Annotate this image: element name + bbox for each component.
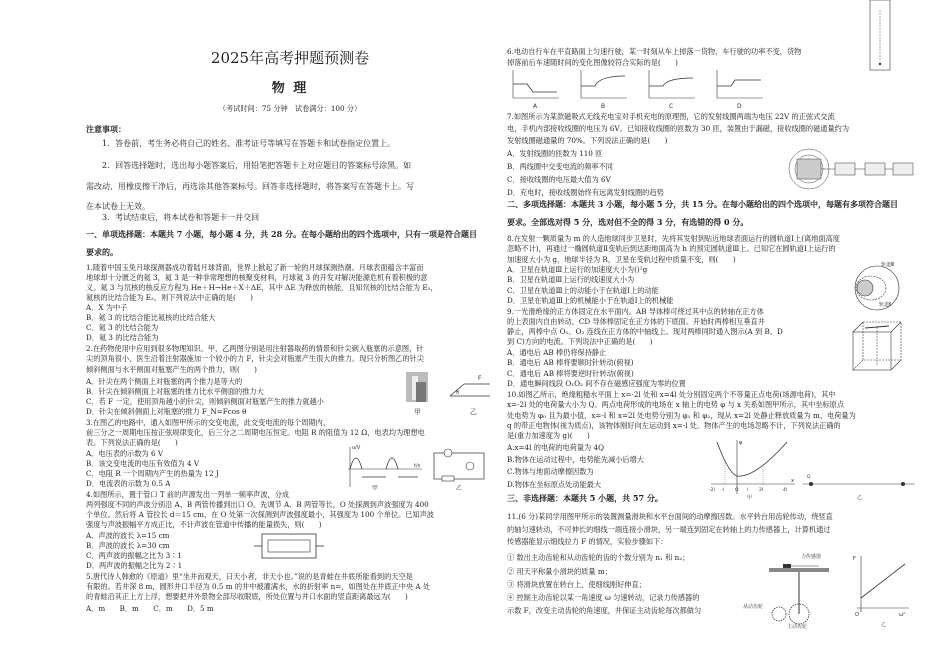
q3-line: 3.在图乙的电路中，通入如图甲所示的交变电流，此交变电流的每个周期内， <box>86 418 331 427</box>
section2-title: 要求。全部选对得 5 分，选对但不全的得 3 分，有选错的得 0 分。 <box>507 217 749 227</box>
q1-line: 1.随着中国玉兔月球探测器成功着陆月球背面，世界上掀起了新一轮的月球探测热潮。月球表面蕴含丰富而 <box>86 263 424 272</box>
q7-figure <box>785 143 917 197</box>
q9-line: 到 C)方向的电流。下列说法中正确的是( ) <box>507 337 653 346</box>
notice-heading: 注意事项： <box>86 124 126 134</box>
exam-info: （考试时间：75 分钟 试卷满分：100 分） <box>218 104 362 113</box>
q4-option-c: C．两声波的振幅之比为 3∶1 <box>86 551 182 560</box>
section1-title: 一、单项选择题：本题共 7 小题，每小题 4 分，共 28 分。在每小题给出的四个选项中，只有一项是符合题目 <box>86 229 477 239</box>
q7-option-a: A．发射线圈的匝数为 110 匝 <box>507 149 603 158</box>
q2-option-d: D．针尖在倾斜侧面上对瓶塞的推力 F_N=Fcos θ <box>86 407 247 416</box>
q9-line: 的上表面内自由转动，CD 导体棒固定在正方体的下底面。开始时两棒相互垂直并 <box>507 317 765 326</box>
q3-fig-label-yi: 乙 <box>456 485 463 492</box>
q1-option-c: C．氦 3 的比结合能为 <box>86 323 159 332</box>
q9-line: 静止，两棒中点 O₁、O₂ 连线在正方体的中轴线上。现对两棒同时通入图示(A 到 B、D <box>507 327 783 336</box>
q4-line: 强度与声波振幅平方成正比，不计声波在管道中传播的能量损失，则( ) <box>86 520 322 529</box>
q10-figure <box>707 438 917 500</box>
q7-option-c: C．接收线圈的电压最大值为 6V <box>507 175 611 184</box>
q10-option-c: C.物体与地面动摩擦因数为 <box>507 467 594 476</box>
q10-line: 是(重力加速度为 g)( ) <box>507 431 590 440</box>
q8-option-a: A．卫星在轨道Ⅲ上运行的加速度大小为()²g <box>507 265 648 274</box>
q11-figure <box>739 548 917 630</box>
q2-line: 倾斜侧面与水平侧面对瓶塞产生的两个推力，则( ) <box>86 365 257 374</box>
q11-fig-axis-w: ω² <box>899 612 906 618</box>
q11-fig-sensor: 力传感器 <box>801 554 822 560</box>
q7-line: 发射线圈磁通量的 70%。下列说法正确的是( ) <box>507 136 668 145</box>
section1-title: 要求的。 <box>86 247 118 257</box>
q8-line: 忽略不计)，再通过一椭圆轨道Ⅱ变轨后到达距地面高为 h 的预定圆轨道Ⅲ上。已知它在圆轨道Ⅰ上运行的 <box>507 244 836 253</box>
q11-fig-origin: O <box>855 612 859 618</box>
q7-line: 7.如图所示为某款磁吸式无线充电宝对手机充电的原理图，它的发射线圈两端为电压 22V 的正弦式交流 <box>507 112 835 121</box>
q9-option-d: D．通电瞬间线段 O₁O₂ 间不存在磁感应强度为零的位置 <box>507 379 686 388</box>
q4-option-b: B．声波的波长 λ=30 cm <box>86 541 170 550</box>
q1-line: 义。氦 3 与氘核的核反应方程为 He＋H→He＋X＋ΔE，其中 ΔE 为释放的核能，且知氘核的比结合能为 E₁， <box>86 283 438 292</box>
q11-step: ④ 控制主动齿轮以某一角速度 ω 匀速转动，记录力传感器的 <box>507 593 700 602</box>
q11-fig-label-yi: 乙 <box>881 622 887 628</box>
q2-fig-label-jia: 甲 <box>414 408 421 416</box>
q4-line: 4.如图所示，置于管口 T 前的声源发出一列单一频率声波，分成 <box>86 490 290 499</box>
subject-title: 物 理 <box>271 81 309 96</box>
q3-fig-axis-t: t/s <box>414 463 421 469</box>
q9-figure <box>847 318 907 378</box>
q9-line: 9.一光滑绝缘的正方体固定在水平面内。AB 导体棒可绕过其中点的转轴在正方体 <box>507 307 764 316</box>
q9-option-b: B．通电后 AB 棒将要顺时针转动(俯视) <box>507 358 634 367</box>
q8-line: 8.在发射一颗质量为 m 的人造地球同步卫星时，先将其发射到贴近地球表面运行的圆轨道Ⅰ上(离地面高度 <box>507 234 840 243</box>
q8-line: 加速度大小为 g，地球半径为 R，卫星在变轨过程中质量不变，则( ) <box>507 255 736 264</box>
q11-fig-driving-gear: 主动齿轮 <box>787 624 808 630</box>
q3-option-a: A．电压表的示数为 6 V <box>86 449 164 458</box>
q2-fig-label-yi: 乙 <box>470 408 477 416</box>
q10-fig-label-jia: 甲 <box>747 495 753 500</box>
q11-line: 传感器能显示细线拉力 F 的情况，实验步骤如下： <box>507 537 668 546</box>
q6-option-a-label: A <box>533 103 538 110</box>
q7-option-d: D．充电时，接收线圈始终有远离发射线圈的趋势 <box>507 188 664 197</box>
q2-figure <box>400 368 494 418</box>
q11-step: 示数 F，改变主动齿轮的角速度，并保证主动齿轮每次都做匀 <box>507 606 702 615</box>
q9-option-a: A．通电后 AB 棒仍将保持静止 <box>507 348 607 357</box>
q2-option-b: B．针尖在倾斜侧面上对瓶塞的推力比水平侧面的推力大 <box>86 387 264 396</box>
q10-fig-tick: O <box>735 488 739 493</box>
q10-option-b: B.物体在运动过程中，电势能先减小后增大 <box>507 455 644 464</box>
q11-step: ① 数出主动齿轮和从动齿轮的齿的个数分别为 n₁ 和 n₂； <box>507 553 690 562</box>
notice-line: 3．考试结束后，将本试卷和答题卡一并交回 <box>102 213 260 222</box>
q3-option-d: D．电流表的示数为 0.5 A <box>86 479 171 488</box>
q10-fig-tick: l <box>747 488 749 493</box>
notice-line: 2．回答选择题时，选出每小题答案后，用铅笔把答题卡上对应题目的答案标号涂黑。如 <box>102 161 412 170</box>
q1-option-a: A．X 为中子 <box>86 303 128 312</box>
q3-figure <box>342 443 494 493</box>
q5-line: 的青蛙沿其正上方上浮，想要把井外景物全部尽收眼底，所处位置与井口水面的竖直距离最远为( ) <box>86 592 408 601</box>
q10-fig-axis-x: x <box>791 478 794 484</box>
q2-option-c: C．若 F 一定，使用顶角越小的针尖，则倾斜侧面对瓶塞产生的推力就越小 <box>86 397 324 406</box>
q8-fig-orbit3: 轨道Ⅲ <box>881 262 895 268</box>
q10-option-a: A.x=4l 的电荷的电荷量为 4Q <box>507 443 604 452</box>
q10-fig-axis-phi: φ <box>739 440 743 446</box>
section3-title: 三、非选择题：本题共 5 小题，共 57 分。 <box>507 493 663 503</box>
q3-option-c: C．电阻 R 一个周期内产生的热量为 12 J <box>86 469 219 478</box>
q1-option-b: B．氦 3 的比结合能比氦核的比结合能大 <box>86 313 216 322</box>
q11-line: 11.(6 分)某同学用图甲所示的装置测量滑块和水平台面间的动摩擦因数。水平转台用齿轮传动，绕竖直 <box>507 512 833 521</box>
q5-line: 5.唐代诗人韩愈的《原道》里“坐井而观天，曰天小者，非天小也。”说的是青蛙在井底所能看到的天空是 <box>86 572 413 581</box>
q3-line: 表。下列说法正确的是( ) <box>86 438 178 447</box>
q10-fig-charge-q: Q <box>807 475 811 480</box>
q5-well-figure <box>866 0 896 80</box>
q2-fig-label-theta: θ <box>456 390 460 396</box>
q10-fig-tick: 4l <box>783 488 788 493</box>
section2-title: 二、多项选择题：本题共 3 小题，每小题 5 分，共 15 分。在每小题给出的四个选项中，每题有多项符合题目 <box>507 199 898 209</box>
q5-options: A．m B．m C．m D．5 m <box>86 604 214 613</box>
q4-figure <box>254 526 324 566</box>
q8-option-d: D．卫星在轨道Ⅲ上的机械能小于在轨道Ⅰ上的机械能 <box>507 296 674 305</box>
q6-option-c-label: C <box>669 103 674 110</box>
q10-option-d: D.物体在坐标原点处动能最大 <box>507 480 602 489</box>
q10-line: x=-2l 处的电荷量大小为 Q。两点电荷形成的电场在 x 轴上的电势 φ 与 x 关系如图甲所示，其中坐标原点 <box>507 400 845 409</box>
q5-line: 有限的。若井深 8 m，圆形井口半径为 0.5 m 的井中被灌满水，水的折射率 n=，如图处在井底正中央 A 处 <box>86 582 431 591</box>
q6-option-b-label: B <box>601 103 606 110</box>
q3-line: 前三分之一周期电压按正弦规律变化，后三分之二周期电压恒定。电阻 R 的阻值为 12 Ω，电表均为理想电 <box>86 428 425 437</box>
q8-fig-orbit2: 轨道Ⅱ <box>879 302 892 308</box>
q2-line: 尖的顶角很小，医生沿着注射器施加一个较小的力 F，针尖会对瓶塞产生很大的推力。现只分析图乙的针尖 <box>86 354 424 363</box>
exam-title: 2025年高考押题预测卷 <box>210 49 370 67</box>
q10-fig-tick: -l <box>721 488 724 493</box>
q11-fig-driven-gear: 从动齿轮 <box>743 604 764 610</box>
q8-option-c: C．卫星在轨道Ⅲ上的动能小于在轨道Ⅰ上的动能 <box>507 286 659 295</box>
q6-option-d-label: D <box>737 103 742 110</box>
q1-line: 地球却十分匮乏的氦 3，氦 3 是一种非常理想的核聚变材料，月球氦 3 的开发对解决能源危机有着积极的意 <box>86 273 428 282</box>
q3-option-b: B．该交变电流的电压有效值为 4 V <box>86 459 200 468</box>
q4-line: 两列强度不同的声波分别沿 A、B 两管传播到出口 O。先调节 A、B 两管等长，O 处探测到声波强度为 400 <box>86 500 429 509</box>
q8-figure <box>847 258 917 312</box>
q8-option-b: B．卫星在轨道Ⅲ上运行的线速度大小为 <box>507 275 635 284</box>
q4-line: 个单位。然后将 A 管拉长 d＝15 cm，在 O 处第一次探测到声波强度最小，其强度为 100 个单位。已知声波 <box>86 510 434 519</box>
q11-step: ② 用天平称量小滑块的质量 m； <box>507 567 612 576</box>
q4-option-a: A．声波的波长 λ=15 cm <box>86 531 170 540</box>
q2-line: 2.在药物使用中应用到很多物理知识。甲、乙两图分别是用注射器取药的情景和针尖刺入瓶塞的示意图，针 <box>86 344 424 353</box>
q10-line: 10.如图乙所示，绝缘粗糙水平面上 x=-2l 处和 x=4l 处分别固定两个不等量正点电荷(场源电荷)，其中 <box>507 390 836 399</box>
q6-line: 掉落前后车速随时间的变化图像较符合实际的是( ) <box>507 58 678 67</box>
q7-option-b: B．两线圈中交变电流的频率不同 <box>507 162 613 171</box>
q10-line: q 的带正电物体(视为质点)，该物体刚好向左运动到 x=-l 处。物体产生的电场忽略不计，下列说法正确的 <box>507 421 841 430</box>
q3-fig-axis-u: u/V <box>352 445 361 451</box>
q7-line: 电，手机内部接收线圈的电压为 6V。已知接收线圈的匝数为 30 匝，装置由于漏磁，接收线圈的磁通量约为 <box>507 124 850 133</box>
q2-fig-label-f: F <box>478 375 482 382</box>
q6-line: 6.电动自行车在平直路面上匀速行驶，某一时刻从车上掉落一货物，车行驶的功率不变，货物 <box>507 47 802 56</box>
q10-fig-tick: -2l <box>709 488 715 493</box>
q11-fig-axis-f: F <box>853 556 856 562</box>
notice-line: 需改动，用橡皮擦干净后，再选涂其他答案标号。回答非选择题时，将答案写在答题卡上。写 <box>86 182 414 191</box>
q4-option-d: D．两声波的振幅之比为 2∶1 <box>86 561 183 570</box>
q11-line: 的轴匀速转动，不可伸长的细线一端连接小滑块，另一端连到固定在转轴上的力传感器上，计算机通过 <box>507 525 831 534</box>
notice-line: 1．答卷前，考生务必将自己的姓名、准考证号等填写在答题卡和试卷指定位置上。 <box>102 139 396 148</box>
q1-line: 氦核的比结合能为 E₂，则下列说法中正确的是( ) <box>86 293 253 302</box>
q10-line: 处电势为 φ₀ 且为最小值，x=-l 和 x=2l 处电势分别为 φ₁ 和 φ₂，现从 x=2l 处静止释放质量为 m、电荷量为 <box>507 411 856 420</box>
q10-fig-tick: 2l <box>759 488 764 493</box>
q10-fig-label-yi: 乙 <box>857 495 863 500</box>
q11-step: ③ 将滑块放置在转台上，使细线刚好伸直； <box>507 580 646 589</box>
q2-option-a: A．针尖在两个侧面上对瓶塞的两个推力是等大的 <box>86 377 243 386</box>
q1-option-d: D．氦 3 的比结合能为 <box>86 333 159 342</box>
q6-figure <box>507 68 777 110</box>
q9-option-c: C．通电后 AB 棒将要逆时针转动(俯视) <box>507 369 634 378</box>
q3-fig-label-jia: 甲 <box>372 485 379 492</box>
notice-line: 在本试卷上无效。 <box>86 202 150 211</box>
